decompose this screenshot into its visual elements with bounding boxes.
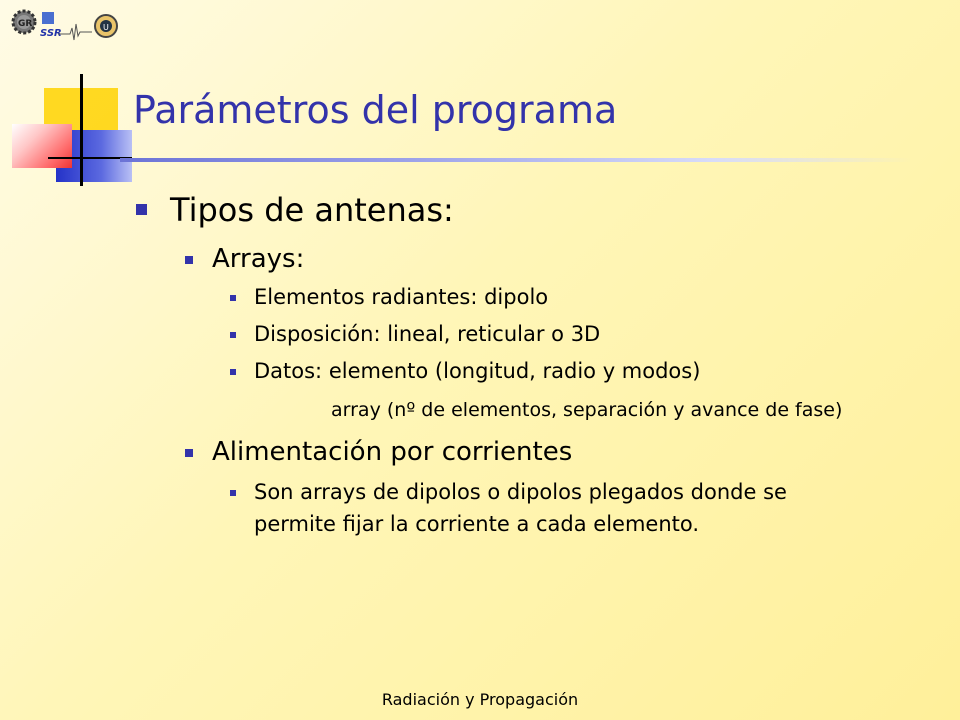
bullet-icon — [185, 256, 193, 264]
son-arrays-continuation-line: permite fijar la corriente a cada elemento. — [254, 512, 700, 536]
svg-text:U: U — [103, 23, 109, 32]
bullet-disposicion — [254, 322, 600, 346]
bullet-text: Son arrays de dipolos o dipolos plegados donde se — [254, 480, 787, 504]
page-title: Parámetros del programa — [133, 88, 618, 132]
decorative-red-square — [12, 124, 72, 168]
bullet-text: Arrays: — [212, 244, 305, 274]
bullet-icon — [185, 449, 193, 457]
svg-text:SSR: SSR — [40, 28, 62, 39]
bullet-text: Datos: elemento (longitud, radio y modos) — [254, 359, 701, 383]
gear-logo — [13, 11, 35, 33]
university-seal-logo — [95, 15, 117, 37]
logos — [8, 6, 120, 48]
bullet-text: Elementos radiantes: dipolo — [254, 285, 549, 309]
ssr-logo — [40, 12, 62, 39]
bullet-icon — [230, 490, 236, 496]
svg-text:GR: GR — [18, 19, 33, 29]
bullet-datos — [254, 359, 700, 383]
bullet-arrays — [212, 244, 304, 274]
bullet-icon — [230, 369, 236, 375]
bullet-tipos-de-antenas — [170, 191, 454, 229]
footer-text: Radiación y Propagación — [381, 690, 579, 709]
bullet-text: Disposición: lineal, reticular o 3D — [254, 322, 601, 346]
bullet-alimentacion — [212, 437, 572, 467]
title-underline — [120, 158, 912, 162]
bullet-son-arrays — [254, 480, 787, 504]
bullet-icon — [230, 295, 236, 301]
bullet-elementos-radiantes — [254, 285, 548, 309]
decorative-vertical-line — [80, 74, 83, 186]
bullet-text: Tipos de antenas: — [170, 191, 454, 229]
bullet-text: Alimentación por corrientes — [212, 437, 573, 467]
datos-continuation-line: array (nº de elementos, separación y avance de fase) — [331, 399, 843, 421]
bullet-icon — [136, 204, 147, 215]
signal-wave-icon — [58, 24, 92, 40]
bullet-icon — [230, 332, 236, 338]
